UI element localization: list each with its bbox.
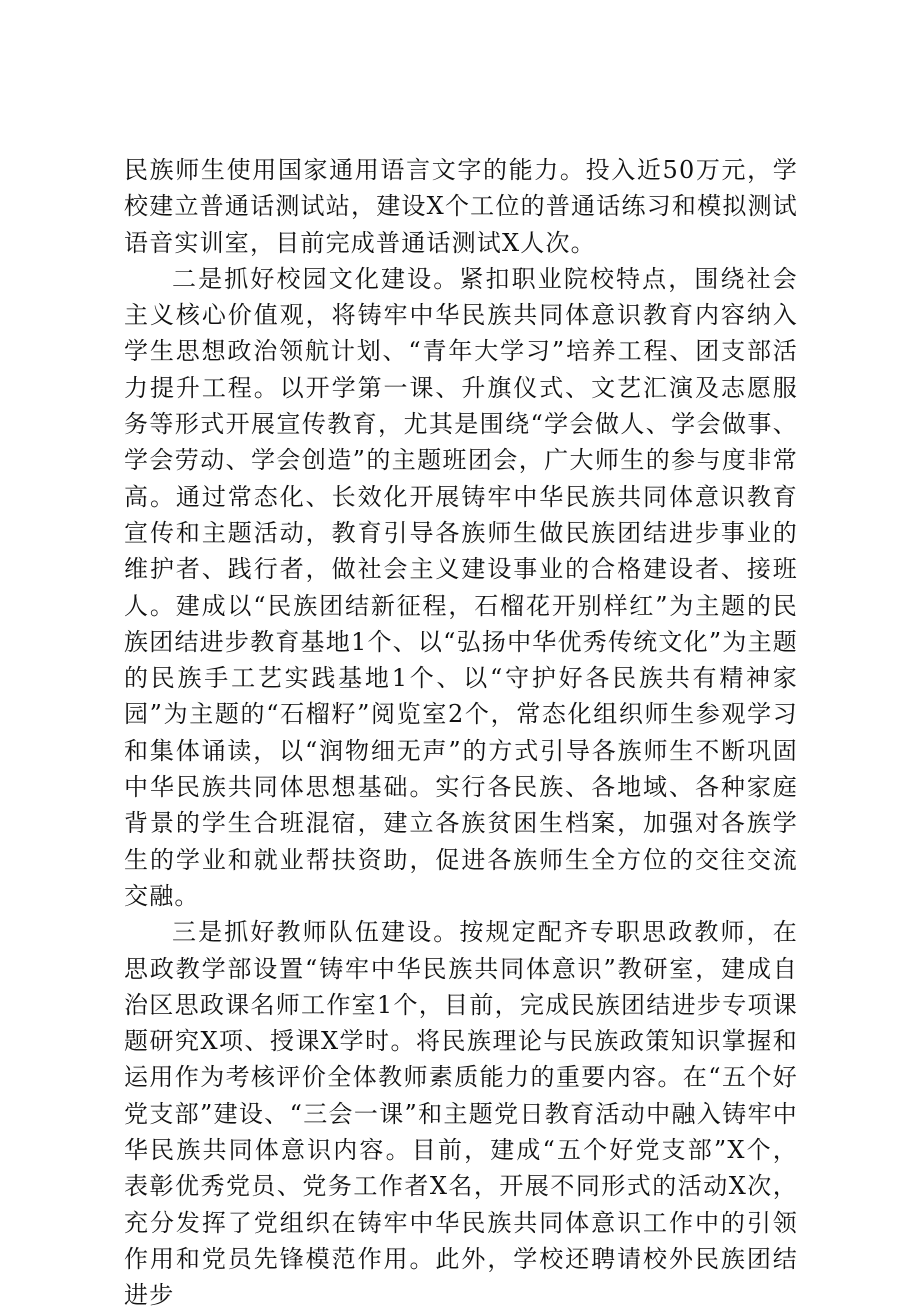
paragraph-campus-culture: 二是抓好校园文化建设。紧扣职业院校特点，围绕社会主义核心价值观，将铸牢中华民族共同体意识教育内容纳入学生思想政治领航计划、“青年大学习”培养工程、团支部活力提升工程。以开学第一课、升旗仪式、文艺汇演及志愿服务等形式开展宣传教育，尤其是围绕“学会做人、学会做事、学会劳动、学会创造”的主题班团会，广大师生的参与度非常高。通过常态化、长效化开展铸牢中华民族共同体意识教育宣传和主题活动，教育引导各族师生做民族团结进步事业的维护者、践行者，做社会主义建设事业的合格建设者、接班人。建成以“民族团结新征程，石榴花开别样红”为主题的民族团结进步教育基地1个、以“弘扬中华优秀传统文化”为主题的民族手工艺实践基地1个、以“守护好各民族共有精神家园”为主题的“石榴籽”阅览室2个，常态化组织师生参观学习和集体诵读，以“润物细无声”的方式引导各族师生不断巩固中华民族共同体思想基础。实行各民族、各地域、各种家庭背景的学生合班混宿，建立各族贫困生档案，加强对各族学生的学业和就业帮扶资助，促进各族师生全方位的交往交流交融。 — [124, 264, 798, 910]
document-page — [124, 152, 798, 1314]
paragraph-continuation: 民族师生使用国家通用语言文字的能力。投入近50万元，学校建立普通话测试站，建设X个工位的普通话练习和模拟测试语音实训室，目前完成普通话测试X人次。 — [124, 156, 798, 257]
paragraph-teacher-team: 三是抓好教师队伍建设。按规定配齐专职思政教师，在思政教学部设置“铸牢中华民族共同体意识”教研室，建成自治区思政课名师工作室1个，目前，完成民族团结进步专项课题研究X项、授课X学时。将民族理论与民族政策知识掌握和运用作为考核评价全体教师素质能力的重要内容。在“五个好党支部”建设、“三会一课”和主题党日教育活动中融入铸牢中华民族共同体意识内容。目前，建成“五个好党支部”X个，表彰优秀党员、党务工作者X名，开展不同形式的活动X次，充分发挥了党组织在铸牢中华民族共同体意识工作中的引领作用和党员先锋模范作用。此外，学校还聘请校外民族团结进步 — [124, 918, 798, 1310]
